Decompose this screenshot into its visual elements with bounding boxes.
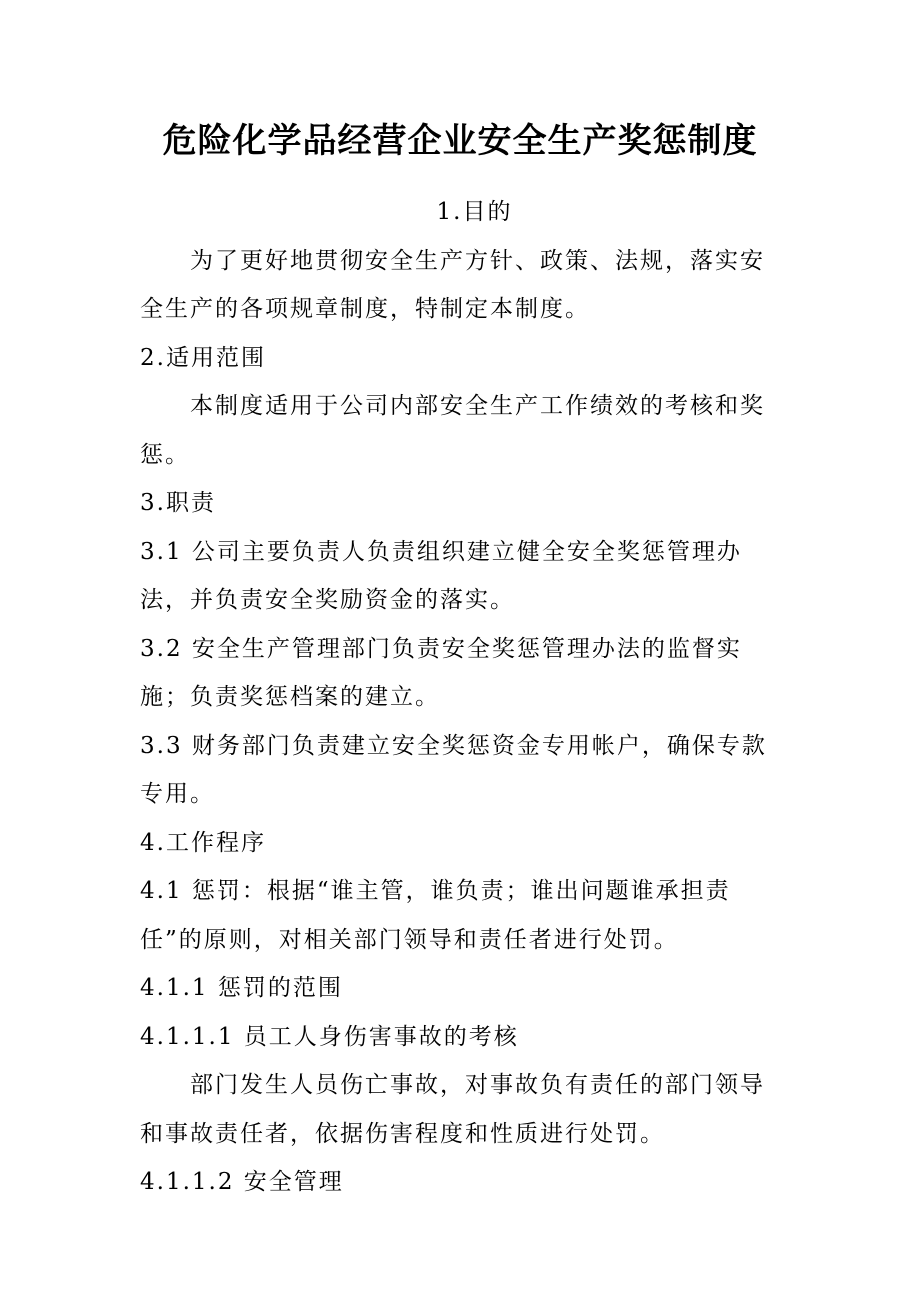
paragraph-4-1-1-1: 部门发生人员伤亡事故，对事故负有责任的部门领导和事故责任者，依据伤害程度和性质进行处罚。 [140, 1072, 765, 1147]
heading-4-1-1: 4.1.1 惩罚的范围 [140, 975, 343, 1001]
paragraph-4-1: 4.1 惩罚：根据“谁主管，谁负责；谁出问题谁承担责任”的原则，对相关部门领导和责任者进行处罚。 [140, 878, 731, 953]
heading-4-1-1-2: 4.1.1.2 安全管理 [140, 1169, 344, 1195]
heading-4-1-1-1: 4.1.1.1 员工人身伤害事故的考核 [140, 1023, 519, 1050]
section-heading-scope: 2.适用范围 [140, 344, 266, 371]
paragraph-3-3: 3.3 财务部门负责建立安全奖惩资金专用帐户，确保专款专用。 [140, 732, 767, 807]
paragraph-3-1: 3.1 公司主要负责人负责组织建立健全安全奖惩管理办法，并负责安全奖励资金的落实。 [140, 538, 742, 613]
paragraph-scope: 本制度适用于公司内部安全生产工作绩效的考核和奖惩。 [140, 393, 765, 468]
paragraph-purpose: 为了更好地贯彻安全生产方针、政策、法规，落实安全生产的各项规章制度，特制定本制度。 [140, 247, 765, 322]
paragraph-3-2: 3.2 安全生产管理部门负责安全奖惩管理办法的监督实施；负责奖惩档案的建立。 [140, 635, 742, 710]
section-heading-responsibilities: 3.职责 [140, 490, 216, 516]
document-body [140, 188, 785, 1207]
section-heading-procedure: 4.工作程序 [140, 829, 266, 856]
document-title: 危险化学品经营企业安全生产奖惩制度 [162, 121, 758, 161]
section-heading-purpose: 1.目的 [436, 199, 513, 225]
